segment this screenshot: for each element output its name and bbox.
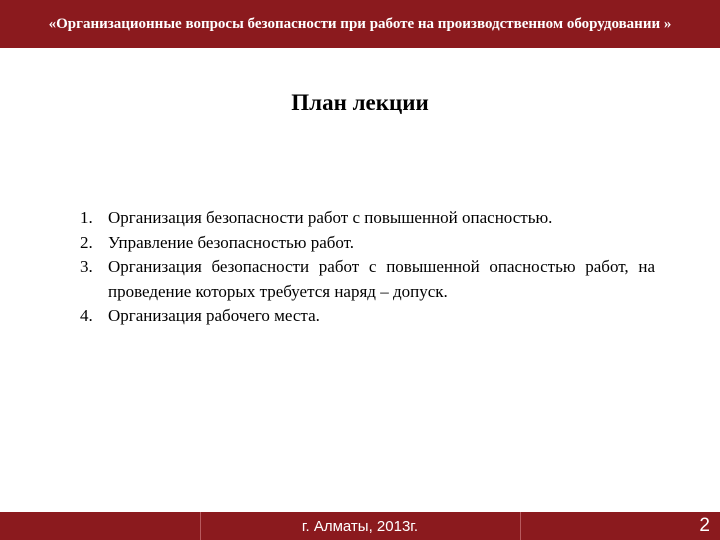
item-text: Организация рабочего места. [108,306,320,325]
footer-divider [520,512,521,540]
slide-title: План лекции [291,90,429,115]
item-number: 2. [80,232,93,252]
presentation-title: «Организационные вопросы безопасности при работе на производственном оборудовании » [48,15,672,32]
item-number: 3. [80,257,93,276]
list-item [80,206,655,231]
item-number: 1. [80,208,93,227]
list-item [80,304,655,329]
item-text: Организация безопасности работ с повышенной опасностью. [108,208,553,227]
list-item [80,255,655,304]
item-number: 4. [80,306,93,325]
footer-location: г. Алматы, 2013г. [301,517,419,535]
list-item [80,231,655,256]
item-text: Организация безопасности работ с повышенной опасностью работ, на проведение которых требуется наряд – допуск. [108,257,655,301]
item-text: Управление безопасностью работ. [108,232,355,252]
header-bar [0,0,720,48]
lecture-plan-list [80,206,655,329]
page-number: 2 [699,515,710,536]
footer-bar [0,512,720,540]
